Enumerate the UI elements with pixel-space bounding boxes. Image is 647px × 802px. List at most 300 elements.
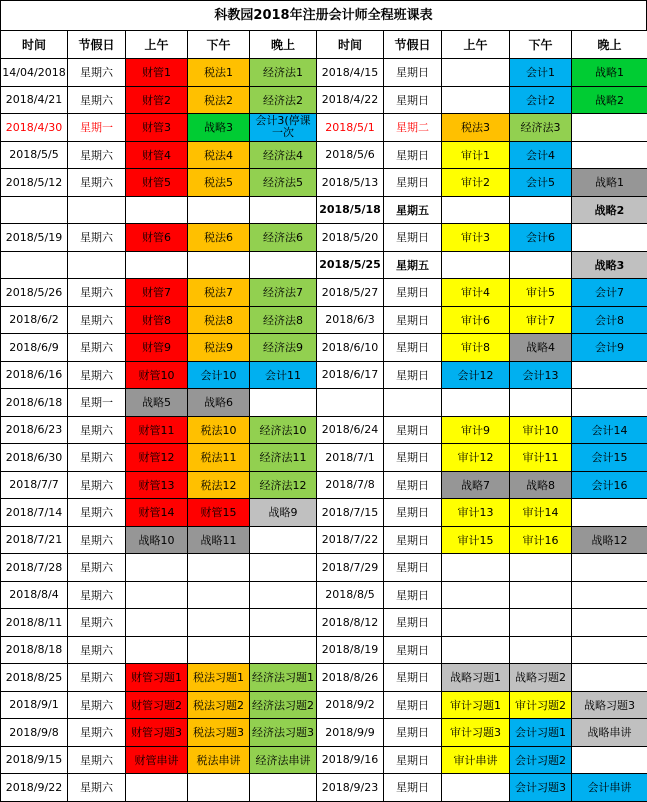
cell-afternoon: 战略6: [188, 389, 250, 417]
cell-date: 2018/8/19: [317, 636, 384, 664]
cell-date: 2018/9/22: [1, 774, 68, 802]
cell-date: 2018/7/14: [1, 499, 68, 527]
cell-evening: [250, 554, 317, 582]
cell-evening: 战略2: [572, 196, 647, 224]
cell-afternoon: 税法11: [188, 444, 250, 472]
cell-afternoon: [188, 609, 250, 637]
table-row: [1, 636, 647, 664]
cell-morning: 财管11: [126, 416, 188, 444]
cell-date: 2018/6/24: [317, 416, 384, 444]
cell-holiday: 星期六: [68, 224, 126, 252]
cell-evening: 经济法习题2: [250, 691, 317, 719]
table-row: [1, 169, 647, 197]
cell-morning: 审计13: [442, 499, 510, 527]
header-afternoon: 下午: [510, 31, 572, 59]
cell-afternoon: 财管15: [188, 499, 250, 527]
cell-evening: [250, 526, 317, 554]
cell-afternoon: 税法习题2: [188, 691, 250, 719]
cell-afternoon: [510, 636, 572, 664]
cell-evening: [250, 636, 317, 664]
cell-holiday: 星期日: [384, 306, 442, 334]
table-row: [1, 609, 647, 637]
table-row: [1, 416, 647, 444]
cell-morning: 财管6: [126, 224, 188, 252]
cell-holiday: 星期六: [68, 554, 126, 582]
table-row: [1, 114, 647, 142]
cell-date: 2018/7/1: [317, 444, 384, 472]
cell-afternoon: 审计7: [510, 306, 572, 334]
cell-afternoon: 税法习题3: [188, 719, 250, 747]
cell-date: 2018/5/1: [317, 114, 384, 142]
cell-holiday: 星期日: [384, 636, 442, 664]
table-row: [1, 334, 647, 362]
cell-holiday: 星期六: [68, 526, 126, 554]
cell-morning: [126, 774, 188, 802]
cell-date: 2018/6/9: [1, 334, 68, 362]
cell-morning: [442, 59, 510, 87]
cell-date: 2018/6/2: [1, 306, 68, 334]
cell-evening: [250, 581, 317, 609]
cell-morning: [126, 196, 188, 224]
cell-morning: [126, 251, 188, 279]
cell-holiday: 星期五: [384, 251, 442, 279]
cell-evening: 经济法6: [250, 224, 317, 252]
cell-morning: [442, 581, 510, 609]
table-row: [1, 581, 647, 609]
cell-date: 2018/7/28: [1, 554, 68, 582]
cell-date: 2018/8/5: [317, 581, 384, 609]
cell-afternoon: 税法5: [188, 169, 250, 197]
cell-holiday: 星期日: [384, 224, 442, 252]
cell-morning: 财管习题3: [126, 719, 188, 747]
cell-morning: 财管8: [126, 306, 188, 334]
cell-evening: [250, 774, 317, 802]
cell-evening: [572, 581, 647, 609]
header-evening: 晚上: [250, 31, 317, 59]
cell-holiday: 星期六: [68, 664, 126, 692]
cell-holiday: 星期日: [384, 361, 442, 389]
cell-morning: 财管5: [126, 169, 188, 197]
cell-date: 2018/4/30: [1, 114, 68, 142]
cell-afternoon: 会计10: [188, 361, 250, 389]
cell-morning: 审计8: [442, 334, 510, 362]
cell-date: 2018/6/3: [317, 306, 384, 334]
cell-holiday: 星期六: [68, 86, 126, 114]
cell-evening: [572, 224, 647, 252]
cell-afternoon: [188, 554, 250, 582]
cell-holiday: 星期五: [384, 196, 442, 224]
cell-evening: [250, 196, 317, 224]
cell-evening: 经济法8: [250, 306, 317, 334]
table-row: [1, 279, 647, 307]
cell-holiday: 星期日: [384, 581, 442, 609]
cell-morning: 战略5: [126, 389, 188, 417]
cell-date: 2018/6/17: [317, 361, 384, 389]
cell-morning: 审计2: [442, 169, 510, 197]
cell-date: 2018/5/12: [1, 169, 68, 197]
cell-afternoon: 会计13: [510, 361, 572, 389]
header-row: [1, 31, 647, 59]
cell-holiday: 星期一: [68, 114, 126, 142]
cell-evening: 战略12: [572, 526, 647, 554]
cell-date: 2018/4/22: [317, 86, 384, 114]
cell-morning: 财管串讲: [126, 746, 188, 774]
cell-date: 2018/4/21: [1, 86, 68, 114]
cell-morning: 财管7: [126, 279, 188, 307]
cell-afternoon: 战略11: [188, 526, 250, 554]
cell-holiday: 星期日: [384, 554, 442, 582]
cell-afternoon: 审计10: [510, 416, 572, 444]
cell-holiday: 星期日: [384, 141, 442, 169]
cell-evening: 会计14: [572, 416, 647, 444]
cell-afternoon: 税法习题1: [188, 664, 250, 692]
cell-date: 2018/7/8: [317, 471, 384, 499]
cell-date: 2018/9/15: [1, 746, 68, 774]
table-row: [1, 86, 647, 114]
cell-evening: 经济法习题3: [250, 719, 317, 747]
cell-evening: [572, 554, 647, 582]
cell-morning: 财管9: [126, 334, 188, 362]
cell-holiday: 星期日: [384, 86, 442, 114]
cell-afternoon: [510, 581, 572, 609]
cell-morning: 会计12: [442, 361, 510, 389]
header-evening: 晚上: [572, 31, 647, 59]
cell-date: 2018/9/23: [317, 774, 384, 802]
cell-date: 2018/5/6: [317, 141, 384, 169]
cell-holiday: 星期日: [384, 746, 442, 774]
cell-afternoon: 审计习题2: [510, 691, 572, 719]
cell-afternoon: 审计11: [510, 444, 572, 472]
cell-holiday: 星期六: [68, 279, 126, 307]
cell-afternoon: 税法4: [188, 141, 250, 169]
cell-holiday: 星期六: [68, 691, 126, 719]
cell-date: 2018/9/2: [317, 691, 384, 719]
table-row: [1, 746, 647, 774]
cell-morning: 审计3: [442, 224, 510, 252]
cell-morning: [442, 609, 510, 637]
cell-afternoon: [510, 609, 572, 637]
cell-evening: 战略1: [572, 59, 647, 87]
cell-morning: 审计9: [442, 416, 510, 444]
cell-evening: [250, 389, 317, 417]
cell-date: 2018/6/23: [1, 416, 68, 444]
cell-morning: 财管14: [126, 499, 188, 527]
cell-morning: 财管12: [126, 444, 188, 472]
cell-evening: [572, 636, 647, 664]
cell-evening: 经济法5: [250, 169, 317, 197]
cell-holiday: 星期六: [68, 746, 126, 774]
cell-evening: [250, 251, 317, 279]
cell-holiday: 星期日: [384, 499, 442, 527]
cell-afternoon: 会计6: [510, 224, 572, 252]
cell-holiday: 星期六: [68, 719, 126, 747]
cell-holiday: 星期二: [384, 114, 442, 142]
cell-afternoon: 税法串讲: [188, 746, 250, 774]
cell-holiday: 星期六: [68, 636, 126, 664]
cell-afternoon: [510, 389, 572, 417]
table-row: [1, 774, 647, 802]
cell-afternoon: [188, 636, 250, 664]
cell-morning: 审计1: [442, 141, 510, 169]
cell-holiday: 星期六: [68, 59, 126, 87]
cell-date: [1, 251, 68, 279]
cell-evening: [572, 361, 647, 389]
cell-evening: 战略2: [572, 86, 647, 114]
header-morning: 上午: [126, 31, 188, 59]
cell-evening: 经济法12: [250, 471, 317, 499]
cell-morning: 审计4: [442, 279, 510, 307]
cell-morning: 财管3: [126, 114, 188, 142]
cell-evening: [250, 609, 317, 637]
cell-holiday: 星期一: [68, 389, 126, 417]
cell-morning: 审计6: [442, 306, 510, 334]
cell-date: 2018/8/25: [1, 664, 68, 692]
cell-morning: 财管习题1: [126, 664, 188, 692]
cell-date: 2018/7/21: [1, 526, 68, 554]
cell-evening: 会计15: [572, 444, 647, 472]
cell-afternoon: [188, 581, 250, 609]
cell-morning: 财管4: [126, 141, 188, 169]
header-date: 时间: [317, 31, 384, 59]
cell-date: 2018/7/22: [317, 526, 384, 554]
cell-morning: 财管1: [126, 59, 188, 87]
cell-holiday: 星期六: [68, 361, 126, 389]
cell-holiday: 星期六: [68, 774, 126, 802]
cell-morning: 战略10: [126, 526, 188, 554]
cell-date: 2018/8/11: [1, 609, 68, 637]
cell-afternoon: [510, 251, 572, 279]
cell-date: 2018/5/18: [317, 196, 384, 224]
cell-morning: [126, 581, 188, 609]
cell-date: 2018/5/25: [317, 251, 384, 279]
cell-holiday: [384, 389, 442, 417]
cell-morning: 审计习题3: [442, 719, 510, 747]
cell-date: 14/04/2018: [1, 59, 68, 87]
schedule-table: [0, 30, 647, 802]
cell-date: 2018/6/16: [1, 361, 68, 389]
cell-holiday: 星期日: [384, 334, 442, 362]
cell-afternoon: 会计1: [510, 59, 572, 87]
cell-afternoon: 战略8: [510, 471, 572, 499]
header-holiday: 节假日: [68, 31, 126, 59]
cell-evening: [572, 141, 647, 169]
cell-holiday: 星期六: [68, 169, 126, 197]
cell-morning: 财管13: [126, 471, 188, 499]
cell-afternoon: 税法12: [188, 471, 250, 499]
cell-date: 2018/4/15: [317, 59, 384, 87]
cell-afternoon: 会计习题1: [510, 719, 572, 747]
cell-date: 2018/5/27: [317, 279, 384, 307]
cell-date: 2018/8/4: [1, 581, 68, 609]
cell-morning: 财管10: [126, 361, 188, 389]
cell-afternoon: 会计5: [510, 169, 572, 197]
cell-holiday: 星期六: [68, 471, 126, 499]
table-row: [1, 59, 647, 87]
cell-evening: 战略1: [572, 169, 647, 197]
header-morning: 上午: [442, 31, 510, 59]
cell-afternoon: [188, 196, 250, 224]
cell-afternoon: 会计4: [510, 141, 572, 169]
cell-holiday: 星期六: [68, 334, 126, 362]
cell-afternoon: [510, 196, 572, 224]
cell-date: [317, 389, 384, 417]
table-row: [1, 664, 647, 692]
header-afternoon: 下午: [188, 31, 250, 59]
header-date: 时间: [1, 31, 68, 59]
cell-date: 2018/5/19: [1, 224, 68, 252]
table-row: [1, 141, 647, 169]
cell-afternoon: 经济法3: [510, 114, 572, 142]
cell-morning: [442, 636, 510, 664]
cell-holiday: [68, 196, 126, 224]
cell-afternoon: 税法10: [188, 416, 250, 444]
cell-afternoon: 战略3: [188, 114, 250, 142]
cell-evening: [572, 114, 647, 142]
cell-date: 2018/7/15: [317, 499, 384, 527]
cell-afternoon: 税法1: [188, 59, 250, 87]
cell-evening: 战略习题3: [572, 691, 647, 719]
table-row: [1, 251, 647, 279]
cell-holiday: [68, 251, 126, 279]
cell-evening: 战略3: [572, 251, 647, 279]
cell-morning: 战略7: [442, 471, 510, 499]
cell-evening: 经济法9: [250, 334, 317, 362]
cell-evening: 经济法10: [250, 416, 317, 444]
cell-evening: [572, 389, 647, 417]
table-row: [1, 691, 647, 719]
cell-date: 2018/8/18: [1, 636, 68, 664]
cell-holiday: 星期日: [384, 664, 442, 692]
cell-date: 2018/9/1: [1, 691, 68, 719]
schedule-title: 科教园2018年注册会计师全程班课表: [0, 0, 647, 30]
cell-morning: [126, 554, 188, 582]
cell-evening: 会计16: [572, 471, 647, 499]
cell-morning: 审计12: [442, 444, 510, 472]
cell-evening: [572, 746, 647, 774]
cell-evening: 会计11: [250, 361, 317, 389]
cell-morning: [442, 554, 510, 582]
cell-afternoon: [188, 774, 250, 802]
cell-holiday: 星期日: [384, 691, 442, 719]
cell-holiday: 星期日: [384, 609, 442, 637]
cell-date: 2018/5/13: [317, 169, 384, 197]
cell-afternoon: 审计14: [510, 499, 572, 527]
cell-holiday: 星期日: [384, 279, 442, 307]
cell-holiday: 星期六: [68, 609, 126, 637]
cell-evening: 经济法4: [250, 141, 317, 169]
cell-holiday: 星期日: [384, 59, 442, 87]
cell-morning: [126, 636, 188, 664]
cell-afternoon: 审计16: [510, 526, 572, 554]
cell-holiday: 星期日: [384, 444, 442, 472]
cell-evening: 经济法11: [250, 444, 317, 472]
header-holiday: 节假日: [384, 31, 442, 59]
table-row: [1, 444, 647, 472]
cell-afternoon: [510, 554, 572, 582]
cell-morning: [442, 774, 510, 802]
cell-holiday: 星期日: [384, 416, 442, 444]
table-row: [1, 361, 647, 389]
cell-date: 2018/6/18: [1, 389, 68, 417]
cell-date: 2018/7/7: [1, 471, 68, 499]
cell-date: 2018/6/30: [1, 444, 68, 472]
cell-evening: 会计9: [572, 334, 647, 362]
cell-evening: [572, 609, 647, 637]
cell-date: 2018/9/16: [317, 746, 384, 774]
table-row: [1, 554, 647, 582]
cell-date: 2018/9/9: [317, 719, 384, 747]
table-row: [1, 471, 647, 499]
cell-evening: 会计3(停课一次: [250, 114, 317, 142]
cell-evening: 会计串讲: [572, 774, 647, 802]
table-row: [1, 224, 647, 252]
cell-evening: 经济法7: [250, 279, 317, 307]
cell-afternoon: 税法9: [188, 334, 250, 362]
cell-evening: [572, 664, 647, 692]
cell-evening: 经济法1: [250, 59, 317, 87]
cell-evening: 战略串讲: [572, 719, 647, 747]
table-row: [1, 526, 647, 554]
cell-afternoon: 税法7: [188, 279, 250, 307]
cell-afternoon: 会计2: [510, 86, 572, 114]
cell-date: 2018/9/8: [1, 719, 68, 747]
cell-evening: [572, 499, 647, 527]
schedule-body: [1, 59, 647, 802]
cell-afternoon: 会计习题2: [510, 746, 572, 774]
cell-date: [1, 196, 68, 224]
cell-date: 2018/5/20: [317, 224, 384, 252]
cell-date: 2018/8/12: [317, 609, 384, 637]
cell-morning: [442, 86, 510, 114]
cell-evening: 经济法2: [250, 86, 317, 114]
cell-afternoon: 税法8: [188, 306, 250, 334]
cell-holiday: 星期日: [384, 169, 442, 197]
table-row: [1, 196, 647, 224]
cell-morning: 税法3: [442, 114, 510, 142]
cell-holiday: 星期日: [384, 774, 442, 802]
cell-morning: 财管2: [126, 86, 188, 114]
cell-date: 2018/5/5: [1, 141, 68, 169]
cell-holiday: 星期六: [68, 499, 126, 527]
table-row: [1, 389, 647, 417]
cell-holiday: 星期六: [68, 141, 126, 169]
cell-holiday: 星期六: [68, 444, 126, 472]
cell-evening: 经济法串讲: [250, 746, 317, 774]
cell-date: 2018/6/10: [317, 334, 384, 362]
cell-evening: 会计7: [572, 279, 647, 307]
cell-morning: [126, 609, 188, 637]
cell-holiday: 星期六: [68, 416, 126, 444]
cell-holiday: 星期六: [68, 581, 126, 609]
cell-evening: 会计8: [572, 306, 647, 334]
cell-morning: [442, 251, 510, 279]
cell-afternoon: [188, 251, 250, 279]
cell-morning: [442, 389, 510, 417]
table-row: [1, 499, 647, 527]
cell-morning: 审计串讲: [442, 746, 510, 774]
cell-evening: 战略9: [250, 499, 317, 527]
cell-holiday: 星期日: [384, 719, 442, 747]
cell-morning: 战略习题1: [442, 664, 510, 692]
cell-evening: 经济法习题1: [250, 664, 317, 692]
cell-holiday: 星期日: [384, 526, 442, 554]
cell-afternoon: 税法2: [188, 86, 250, 114]
cell-holiday: 星期六: [68, 306, 126, 334]
cell-morning: 审计习题1: [442, 691, 510, 719]
cell-holiday: 星期日: [384, 471, 442, 499]
cell-afternoon: 会计习题3: [510, 774, 572, 802]
cell-afternoon: 战略4: [510, 334, 572, 362]
